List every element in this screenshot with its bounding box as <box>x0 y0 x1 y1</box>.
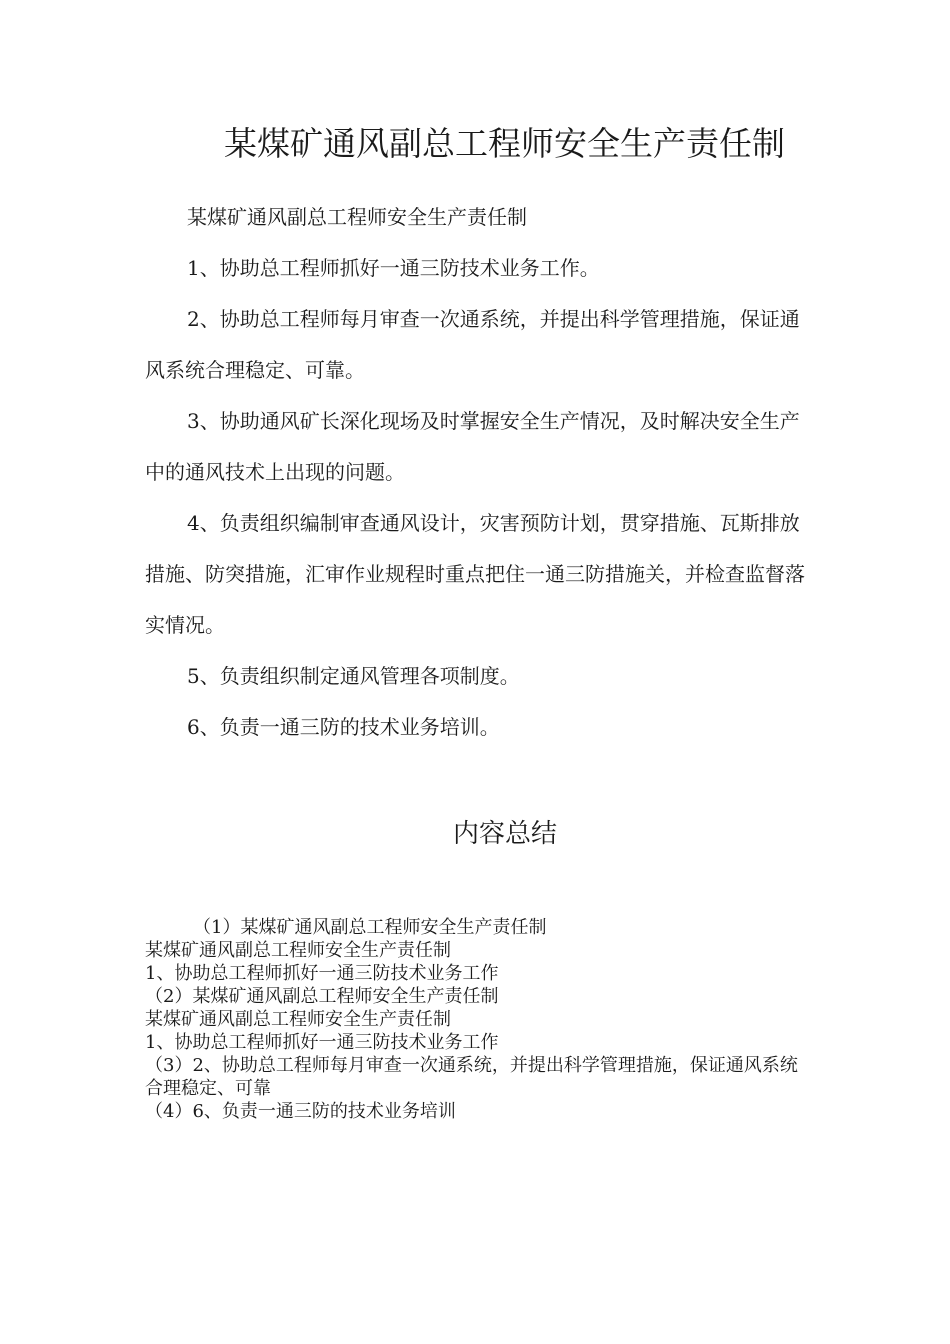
body-paragraph: 某煤矿通风副总工程师安全生产责任制 <box>187 205 527 229</box>
summary-title: 内容总结 <box>452 819 557 849</box>
summary-line: （4）6、负责一通三防的技术业务培训 <box>145 1101 456 1122</box>
summary-line: （2）某煤矿通风副总工程师安全生产责任制 <box>145 986 499 1007</box>
body-paragraph: 2、协助总工程师每月审查一次通系统，并提出科学管理措施，保证通风系统合理稳定、可靠。 <box>145 307 800 382</box>
summary-body <box>145 916 805 1123</box>
document-body <box>145 192 813 753</box>
document-title: 某煤矿通风副总工程师安全生产责任制 <box>224 124 785 163</box>
summary-line: 某煤矿通风副总工程师安全生产责任制 <box>145 1009 451 1030</box>
summary-line: 某煤矿通风副总工程师安全生产责任制 <box>145 940 451 961</box>
body-paragraph: 6、负责一通三防的技术业务培训。 <box>187 715 500 739</box>
summary-line: 1、协助总工程师抓好一通三防技术业务工作 <box>145 1032 499 1053</box>
body-paragraph: 3、协助通风矿长深化现场及时掌握安全生产情况，及时解决安全生产中的通风技术上出现的问题。 <box>145 409 800 484</box>
summary-line: （3）2、协助总工程师每月审查一次通系统，并提出科学管理措施，保证通风系统合理稳定、可靠 <box>145 1055 798 1099</box>
summary-line: （1）某煤矿通风副总工程师安全生产责任制 <box>193 917 547 938</box>
summary-line: 1、协助总工程师抓好一通三防技术业务工作 <box>145 963 499 984</box>
body-paragraph: 4、负责组织编制审查通风设计，灾害预防计划，贯穿措施、瓦斯排放措施、防突措施，汇审作业规程时重点把住一通三防措施关，并检查监督落实情况。 <box>145 511 805 637</box>
body-paragraph: 5、负责组织制定通风管理各项制度。 <box>187 664 520 688</box>
body-paragraph: 1、协助总工程师抓好一通三防技术业务工作。 <box>187 256 600 280</box>
